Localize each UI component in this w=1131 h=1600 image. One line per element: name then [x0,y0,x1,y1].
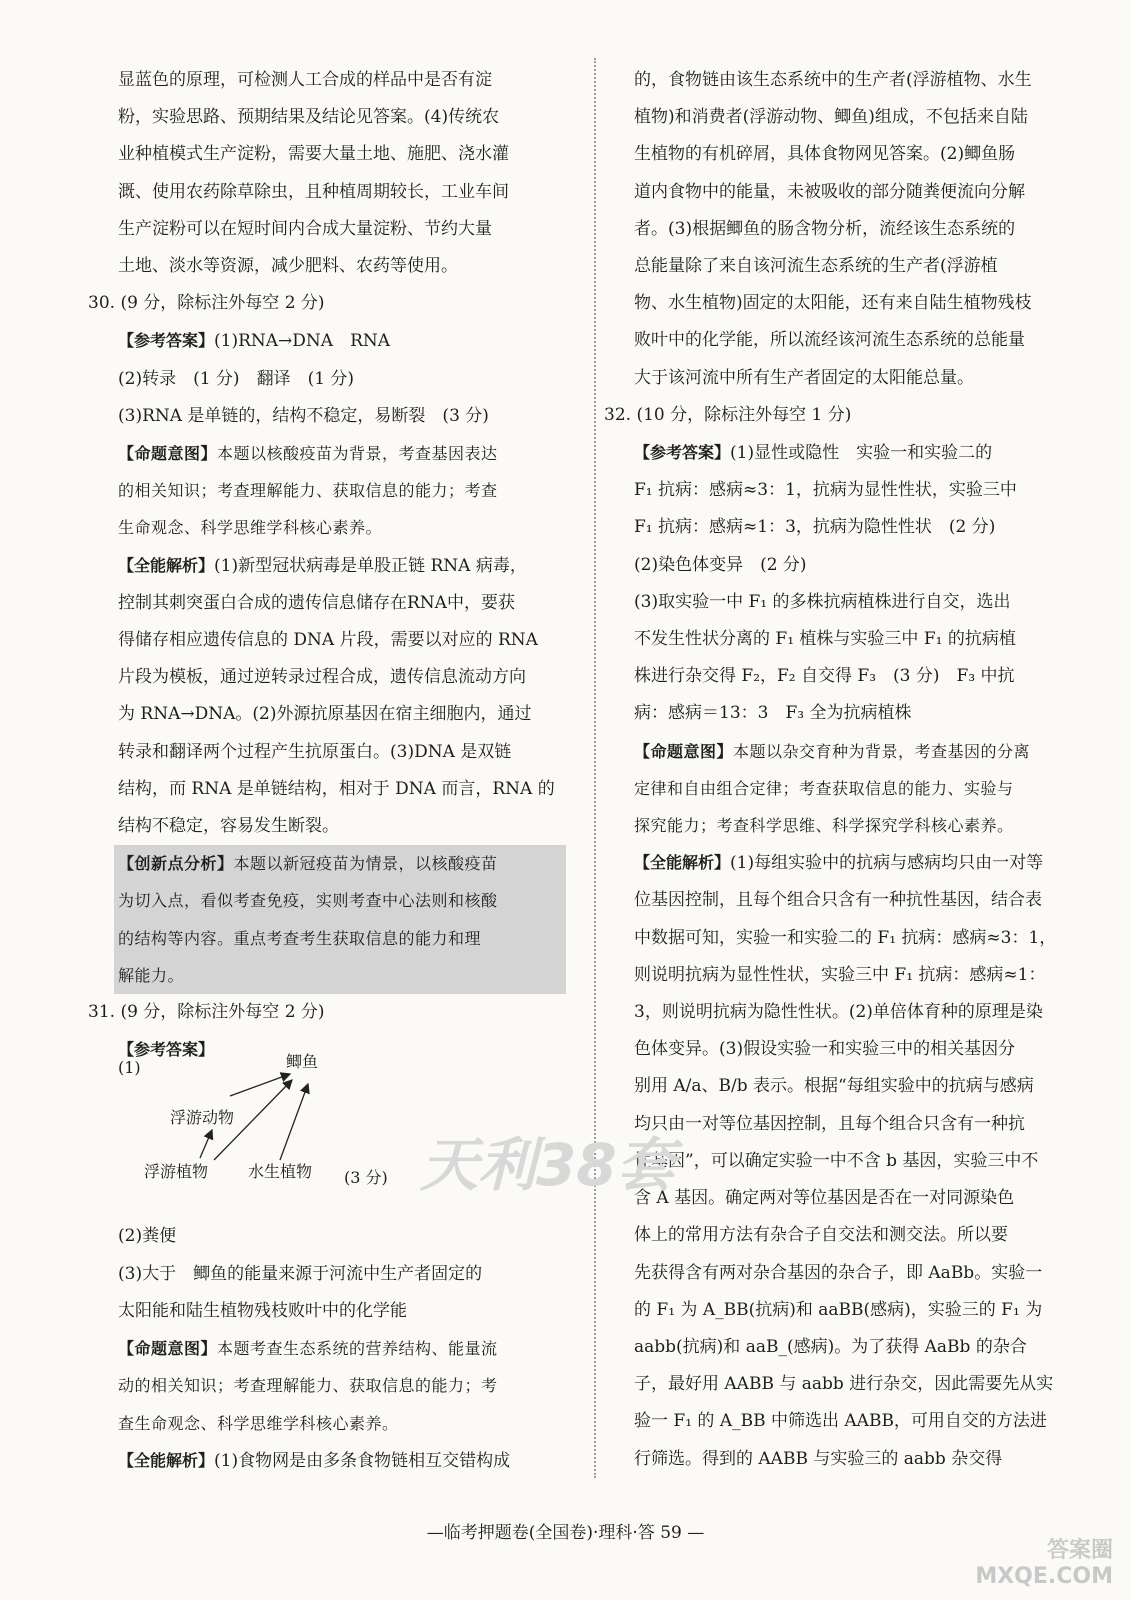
question-32-heading: 32. (10 分，除标注外每空 1 分) [604,404,852,425]
analysis-line: 子，最好用 AABB 与 aabb 进行杂交，因此需要先从实 [634,1374,1054,1395]
analysis-line: 含 A 基因。确定两对等位基因是否在一对同源染色 [634,1188,1015,1209]
innovation-box [114,845,566,994]
analysis-line: 色体变异。(3)假设实验一和实验三中的相关基因分 [634,1039,1016,1060]
analysis-text: (1)新型冠状病毒是单股正链 RNA 病毒， [214,555,527,576]
analysis-tag: 【全能解析】 [118,555,215,575]
intent-tag: 【命题意图】 [118,1339,218,1359]
answer-text: (1)显性或隐性 实验一和实验二的 [730,443,993,464]
intent-text: 本题以核酸疫苗为背景，考查基因表达 [217,444,498,464]
analysis-line: 得储存相应遗传信息的 DNA 片段，需要以对应的 RNA [118,630,538,651]
innovation-line: 解能力。 [118,965,185,985]
left-column [88,62,576,1480]
analysis-line: 控制其刺突蛋白合成的遗传信息储存在RNA中，要获 [118,592,515,613]
analysis-line: 体上的常用方法有杂合子自交法和测交法。所以要 [634,1225,1008,1246]
text-line: 业种植模式生产淀粉，需要大量土地、施肥、浇水灌 [118,144,509,165]
stamp-line: 答案圈 [1046,1538,1113,1563]
question-30-heading: 30. (9 分，除标注外每空 2 分) [88,293,325,314]
diagram-label-number: (1) [118,1058,141,1078]
question-31-continuation [614,62,1076,397]
analysis-line: 结构不稳定，容易发生断裂。 [118,816,339,837]
answer-line: (2)转录 (1 分) 翻译 (1 分) [118,368,355,389]
diagram-score: (3 分) [344,1168,388,1188]
text-line: 生产淀粉可以在短时间内合成大量淀粉、节约大量 [118,218,492,239]
answer-tag: 【参考答案】 [118,1040,215,1060]
intent-line [118,1330,576,1367]
text-line: 生植物的有机碎屑，具体食物网见答案。(2)鲫鱼肠 [634,144,1016,165]
answer-text: (1)RNA→DNA RNA [214,331,391,352]
question-31-rest [98,1218,576,1479]
innovation-tag: 【创新点分析】 [118,854,234,874]
intent-tag: 【命题意图】 [634,741,734,761]
intent-line: 探究能力；考查科学思维、科学探究学科核心素养。 [634,816,1014,836]
text-line: 土地、淡水等资源，减少肥料、农药等使用。 [118,256,458,277]
intent-tag: 【命题意图】 [118,444,218,464]
answer-tag: 【参考答案】 [118,331,215,351]
analysis-line [118,547,576,585]
analysis-line: 转录和翻译两个过程产生抗原蛋白。(3)DNA 是双链 [118,741,512,762]
answer-line: (2)粪便 [118,1226,177,1247]
innovation-line [118,845,562,882]
text-line: 物、水生植物)固定的太阳能，还有来自陆生植物残枝 [634,293,1032,314]
analysis-line: 位基因控制，且每个组合只含有一种抗性基因，结合表 [634,890,1042,911]
analysis-line: 片段为模板，通过逆转录过程合成，遗传信息流动方向 [118,667,526,688]
answer-line: 株进行杂交得 F₂，F₂ 自交得 F₃ (3 分) F₃ 中抗 [634,666,1015,687]
text-line: 大于该河流中所有生产者固定的太阳能总量。 [634,367,974,388]
text-line: 植物)和消费者(浮游动物、鲫鱼)组成，不包括来自陆 [634,107,1028,128]
analysis-line: 为 RNA→DNA。(2)外源抗原基因在宿主细胞内，通过 [118,704,532,725]
analysis-text: (1)食物网是由多条食物链相互交错构成 [214,1450,511,1471]
text-line: 道内食物中的能量，未被吸收的部分随粪便流向分解 [634,181,1025,202]
stamp-line: MXQE.COM [975,1564,1113,1589]
intent-line: 动的相关知识；考查理解能力、获取信息的能力；考 [118,1376,498,1396]
diagram-label-aquatic-plants: 水生植物 [248,1162,313,1182]
analysis-line [118,1442,576,1480]
text-line: 显蓝色的原理，可检测人工合成的样品中是否有淀 [118,70,492,90]
answer-tag: 【参考答案】 [634,443,731,463]
arrow-phytoplankton-to-zooplankton [200,1130,212,1158]
intent-line [634,733,1076,770]
answer-line [118,322,576,360]
analysis-line: 的 F₁ 为 A_BB(抗病)和 aaBB(感病)，实验三的 F₁ 为 [634,1299,1043,1320]
analysis-tag: 【全能解析】 [118,1450,215,1470]
analysis-line: 均只由一对等位基因控制，且每个组合只含有一种抗 [634,1113,1025,1134]
analysis-line: 则说明抗病为显性性状，实验三中 F₁ 抗病：感病≈1： [634,964,1046,985]
text-line: 者。(3)根据鲫鱼的肠含物分析，流经该生态系统的 [634,218,1016,239]
intent-line [118,435,576,472]
answer-line: (3)取实验一中 F₁ 的多株抗病植株进行自交，选出 [634,591,1011,612]
analysis-line: 别用 A/a、B/b 表示。根据“每组实验中的抗病与感病 [634,1076,1034,1097]
diagram-label-zooplankton: 浮游动物 [170,1108,235,1128]
text-line: 粉，实验思路、预期结果及结论见答案。(4)传统农 [118,107,500,128]
arrow-zooplankton-to-fish [230,1074,290,1096]
analysis-line: 行筛选。得到的 AABB 与实验三的 aabb 杂交得 [634,1448,1003,1469]
column-divider [594,58,596,1478]
question-32-body [614,434,1076,1478]
innovation-line: 为切入点，看似考查免疫，实则考查中心法则和核酸 [118,891,498,911]
analysis-line: 结构，而 RNA 是单链结构，相对于 DNA 而言，RNA 的 [118,778,555,799]
question-31-heading: 31. (9 分，除标注外每空 2 分) [88,1002,325,1023]
analysis-line: aabb(抗病)和 aaB_(感病)。为了获得 AaBb 的杂合 [634,1336,1027,1357]
analysis-line: 验一 F₁ 的 A_BB 中筛选出 AABB，可用自交的方法进 [634,1411,1047,1432]
text-line: 败叶中的化学能，所以流经该河流生态系统的总能量 [634,330,1025,351]
intent-line: 查生命观念、科学思维学科核心素养。 [118,1413,399,1433]
answer-line: (3)RNA 是单链的，结构不稳定，易断裂 (3 分) [118,405,489,426]
intro-block [98,62,576,285]
analysis-line: 中数据可知，实验一和实验二的 F₁ 抗病：感病≈3：1， [634,927,1057,948]
analysis-line: 3，则说明抗病为隐性性状。(2)单倍体育种的原理是染 [634,1002,1043,1023]
innovation-text: 本题以新冠疫苗为情景，以核酸疫苗 [233,854,498,874]
analysis-tag: 【全能解析】 [634,853,731,873]
text-line: 总能量除了来自该河流生态系统的生产者(浮游植 [634,256,998,277]
intent-text: 本题以杂交育种为背景，考查基因的分离 [733,741,1031,761]
text-line: 的，食物链由该生态系统中的生产者(浮游植物、水生 [634,70,1032,90]
analysis-line: 性基因”，可以确定实验一中不含 b 基因，实验三中不 [634,1150,1039,1171]
intent-text: 本题考查生态系统的营养结构、能量流 [217,1339,498,1359]
answer-line: (2)染色体变异 (2 分) [634,554,807,575]
right-column [604,62,1076,1478]
intent-line: 的相关知识；考查理解能力、获取信息的能力；考查 [118,481,498,501]
innovation-line: 的结构等内容。重点考查考生获取信息的能力和理 [118,928,482,948]
page-footer: —临考押题卷(全国卷)·理科·答 59 — [426,1523,705,1543]
answer-line: F₁ 抗病：感病≈1：3，抗病为隐性性状 (2 分) [634,517,996,538]
publisher-watermark: 天利38套 [420,1131,675,1199]
answer-line: 不发生性状分离的 F₁ 植株与实验三中 F₁ 的抗病植 [634,629,1016,650]
analysis-line: 先获得含有两对杂合基因的杂合子，即 AaBb。实验一 [634,1262,1043,1283]
arrow-aquatic-plants-to-fish [280,1084,308,1160]
intent-line: 生命观念、科学思维学科核心素养。 [118,518,383,538]
answer-line [634,434,1076,472]
question-31-body [98,1031,576,1068]
question-30-body [98,322,576,845]
answer-line: (3)大于 鲫鱼的能量来源于河流中生产者固定的 [118,1263,483,1284]
analysis-line [634,844,1076,882]
diagram-label-phytoplankton: 浮游植物 [144,1162,209,1182]
diagram-label-fish: 鲫鱼 [286,1052,319,1072]
answer-line: 病：感病＝13：3 F₃ 全为抗病植株 [634,703,912,724]
text-line: 溉、使用农药除草除虫，且种植周期较长，工业车间 [118,181,509,202]
site-stamp [975,1538,1113,1590]
answer-line: F₁ 抗病：感病≈3：1，抗病为显性性状，实验三中 [634,480,1017,501]
answer-line: 太阳能和陆生植物残枝败叶中的化学能 [118,1300,407,1321]
analysis-text: (1)每组实验中的抗病与感病均只由一对等 [730,853,1044,874]
intent-line: 定律和自由组合定律；考查获取信息的能力、实验与 [634,778,1014,798]
